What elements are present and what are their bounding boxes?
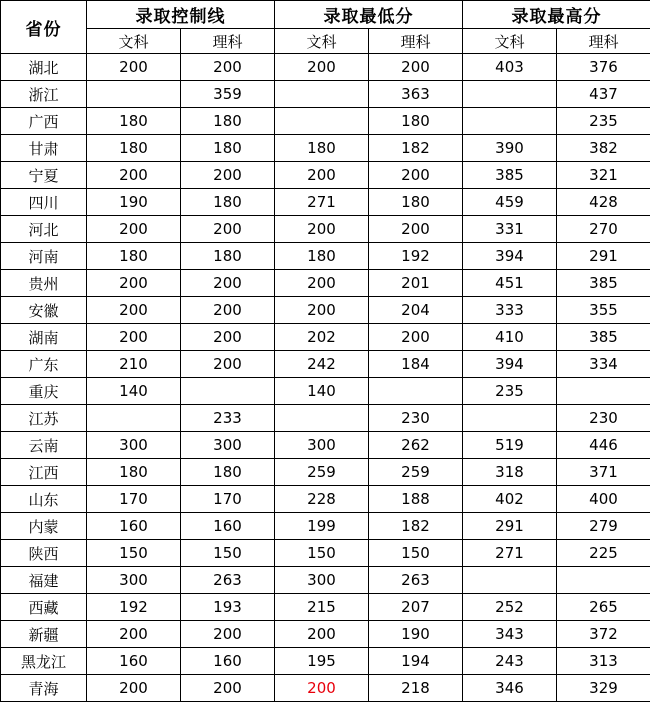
cell-value: 200 [275, 54, 369, 81]
cell-value: 201 [369, 270, 463, 297]
table-header-subs [1, 29, 650, 54]
cell-value: 262 [369, 432, 463, 459]
table-row [1, 351, 650, 378]
table-row [1, 81, 650, 108]
table-header-groups [1, 1, 650, 29]
cell-value: 207 [369, 594, 463, 621]
cell-value: 300 [275, 432, 369, 459]
cell-value: 355 [557, 297, 650, 324]
cell-value: 270 [557, 216, 650, 243]
cell-value: 359 [181, 81, 275, 108]
table-row [1, 405, 650, 432]
cell-value: 363 [369, 81, 463, 108]
cell-value [463, 81, 557, 108]
cell-province: 青海 [1, 675, 87, 702]
cell-province: 安徽 [1, 297, 87, 324]
header-sub-5: 理科 [557, 29, 650, 54]
cell-value: 331 [463, 216, 557, 243]
header-province: 省份 [1, 1, 87, 54]
table-row [1, 675, 650, 702]
table-row [1, 459, 650, 486]
cell-value: 394 [463, 351, 557, 378]
cell-value: 410 [463, 324, 557, 351]
cell-value: 160 [87, 648, 181, 675]
table-row [1, 486, 650, 513]
cell-value: 263 [369, 567, 463, 594]
cell-value: 200 [275, 216, 369, 243]
cell-province: 重庆 [1, 378, 87, 405]
cell-value: 190 [369, 621, 463, 648]
cell-province: 江苏 [1, 405, 87, 432]
header-group-control-line: 录取控制线 [87, 1, 275, 29]
table-row [1, 324, 650, 351]
cell-value: 194 [369, 648, 463, 675]
cell-value: 200 [181, 270, 275, 297]
cell-value: 200 [87, 162, 181, 189]
table-row [1, 567, 650, 594]
cell-value: 180 [181, 459, 275, 486]
cell-province: 陕西 [1, 540, 87, 567]
cell-value: 333 [463, 297, 557, 324]
cell-value: 259 [275, 459, 369, 486]
cell-value: 200 [87, 216, 181, 243]
cell-value: 382 [557, 135, 650, 162]
cell-value [275, 108, 369, 135]
cell-value: 200 [87, 324, 181, 351]
cell-value: 140 [275, 378, 369, 405]
header-sub-3: 理科 [369, 29, 463, 54]
cell-value: 200 [181, 216, 275, 243]
cell-value: 243 [463, 648, 557, 675]
cell-value: 291 [557, 243, 650, 270]
cell-value: 192 [87, 594, 181, 621]
cell-province: 黑龙江 [1, 648, 87, 675]
cell-value [87, 405, 181, 432]
cell-value: 188 [369, 486, 463, 513]
cell-province: 西藏 [1, 594, 87, 621]
table-row [1, 108, 650, 135]
cell-value [463, 567, 557, 594]
cell-value: 160 [87, 513, 181, 540]
table-row [1, 621, 650, 648]
table-row [1, 189, 650, 216]
cell-value: 200 [275, 297, 369, 324]
cell-value: 428 [557, 189, 650, 216]
cell-value: 233 [181, 405, 275, 432]
table-row [1, 54, 650, 81]
cell-value: 291 [463, 513, 557, 540]
cell-value: 385 [463, 162, 557, 189]
cell-province: 新疆 [1, 621, 87, 648]
cell-value: 180 [181, 135, 275, 162]
cell-value: 180 [181, 108, 275, 135]
cell-value: 235 [557, 108, 650, 135]
cell-value [181, 378, 275, 405]
cell-value: 200 [181, 54, 275, 81]
header-group-max-score: 录取最高分 [463, 1, 650, 29]
cell-value: 372 [557, 621, 650, 648]
cell-value: 403 [463, 54, 557, 81]
cell-value: 150 [181, 540, 275, 567]
cell-value: 200 [369, 54, 463, 81]
cell-value: 150 [369, 540, 463, 567]
cell-value: 200 [181, 162, 275, 189]
cell-value: 190 [87, 189, 181, 216]
cell-province: 河南 [1, 243, 87, 270]
cell-value: 313 [557, 648, 650, 675]
cell-province: 贵州 [1, 270, 87, 297]
cell-province: 山东 [1, 486, 87, 513]
table-row [1, 513, 650, 540]
cell-value: 160 [181, 513, 275, 540]
cell-value: 200 [87, 675, 181, 702]
cell-value: 204 [369, 297, 463, 324]
cell-value: 446 [557, 432, 650, 459]
cell-value [463, 405, 557, 432]
cell-value: 519 [463, 432, 557, 459]
cell-value: 180 [181, 189, 275, 216]
cell-province: 广东 [1, 351, 87, 378]
header-sub-4: 文科 [463, 29, 557, 54]
cell-value [369, 378, 463, 405]
cell-value: 235 [463, 378, 557, 405]
cell-value: 200 [181, 621, 275, 648]
cell-value: 329 [557, 675, 650, 702]
cell-value: 459 [463, 189, 557, 216]
cell-value: 180 [181, 243, 275, 270]
cell-value: 200 [275, 621, 369, 648]
table-row [1, 135, 650, 162]
table-row [1, 648, 650, 675]
table-row [1, 540, 650, 567]
cell-value: 218 [369, 675, 463, 702]
cell-value: 200 [181, 324, 275, 351]
cell-value: 200 [369, 216, 463, 243]
cell-value: 402 [463, 486, 557, 513]
cell-value: 210 [87, 351, 181, 378]
header-group-min-score: 录取最低分 [275, 1, 463, 29]
cell-value: 184 [369, 351, 463, 378]
cell-value: 279 [557, 513, 650, 540]
table-row [1, 162, 650, 189]
cell-value: 271 [463, 540, 557, 567]
header-sub-1: 理科 [181, 29, 275, 54]
table-row [1, 432, 650, 459]
cell-value: 193 [181, 594, 275, 621]
cell-value: 242 [275, 351, 369, 378]
cell-value: 180 [87, 135, 181, 162]
cell-value: 437 [557, 81, 650, 108]
cell-province: 宁夏 [1, 162, 87, 189]
table-row [1, 216, 650, 243]
cell-value: 200 [181, 351, 275, 378]
cell-value: 150 [87, 540, 181, 567]
cell-value: 400 [557, 486, 650, 513]
cell-value: 376 [557, 54, 650, 81]
cell-value: 202 [275, 324, 369, 351]
cell-value: 200 [87, 297, 181, 324]
cell-value: 200 [369, 162, 463, 189]
cell-value: 321 [557, 162, 650, 189]
cell-value: 180 [87, 108, 181, 135]
cell-value: 200 [87, 621, 181, 648]
cell-value: 200 [87, 54, 181, 81]
cell-value: 394 [463, 243, 557, 270]
cell-value: 200 [87, 270, 181, 297]
cell-value [275, 405, 369, 432]
cell-value: 200 [181, 675, 275, 702]
cell-value: 182 [369, 513, 463, 540]
cell-value: 200 [275, 675, 369, 702]
cell-value: 200 [181, 297, 275, 324]
cell-value: 200 [275, 162, 369, 189]
cell-province: 广西 [1, 108, 87, 135]
cell-value: 300 [275, 567, 369, 594]
cell-value: 252 [463, 594, 557, 621]
cell-value: 192 [369, 243, 463, 270]
cell-value: 170 [87, 486, 181, 513]
cell-value [557, 567, 650, 594]
cell-value: 259 [369, 459, 463, 486]
cell-value: 346 [463, 675, 557, 702]
cell-value: 451 [463, 270, 557, 297]
cell-value: 225 [557, 540, 650, 567]
cell-value: 200 [275, 270, 369, 297]
cell-value: 180 [369, 108, 463, 135]
cell-province: 湖南 [1, 324, 87, 351]
cell-value: 385 [557, 270, 650, 297]
cell-value: 343 [463, 621, 557, 648]
cell-value: 230 [557, 405, 650, 432]
table-row [1, 270, 650, 297]
cell-value: 230 [369, 405, 463, 432]
cell-value [275, 81, 369, 108]
cell-value: 160 [181, 648, 275, 675]
cell-value: 170 [181, 486, 275, 513]
header-sub-2: 文科 [275, 29, 369, 54]
cell-value: 140 [87, 378, 181, 405]
cell-value: 385 [557, 324, 650, 351]
cell-value: 390 [463, 135, 557, 162]
cell-value: 215 [275, 594, 369, 621]
cell-value: 180 [369, 189, 463, 216]
cell-value [463, 108, 557, 135]
cell-value: 200 [369, 324, 463, 351]
cell-value: 199 [275, 513, 369, 540]
cell-value: 263 [181, 567, 275, 594]
cell-province: 福建 [1, 567, 87, 594]
cell-province: 四川 [1, 189, 87, 216]
table-row [1, 594, 650, 621]
cell-value: 228 [275, 486, 369, 513]
cell-value [87, 81, 181, 108]
cell-value: 182 [369, 135, 463, 162]
cell-value: 300 [181, 432, 275, 459]
cell-province: 云南 [1, 432, 87, 459]
cell-province: 甘肃 [1, 135, 87, 162]
table-row [1, 378, 650, 405]
cell-value: 180 [275, 135, 369, 162]
cell-value: 318 [463, 459, 557, 486]
cell-value [557, 378, 650, 405]
header-sub-0: 文科 [87, 29, 181, 54]
cell-value: 150 [275, 540, 369, 567]
table-row [1, 243, 650, 270]
cell-value: 271 [275, 189, 369, 216]
cell-province: 江西 [1, 459, 87, 486]
table-row [1, 297, 650, 324]
cell-value: 300 [87, 567, 181, 594]
cell-value: 195 [275, 648, 369, 675]
cell-value: 371 [557, 459, 650, 486]
cell-value: 180 [87, 243, 181, 270]
cell-value: 180 [275, 243, 369, 270]
cell-province: 河北 [1, 216, 87, 243]
cell-value: 180 [87, 459, 181, 486]
cell-value: 334 [557, 351, 650, 378]
cell-value: 265 [557, 594, 650, 621]
cell-province: 浙江 [1, 81, 87, 108]
cell-province: 内蒙 [1, 513, 87, 540]
cell-value: 300 [87, 432, 181, 459]
cell-province: 湖北 [1, 54, 87, 81]
